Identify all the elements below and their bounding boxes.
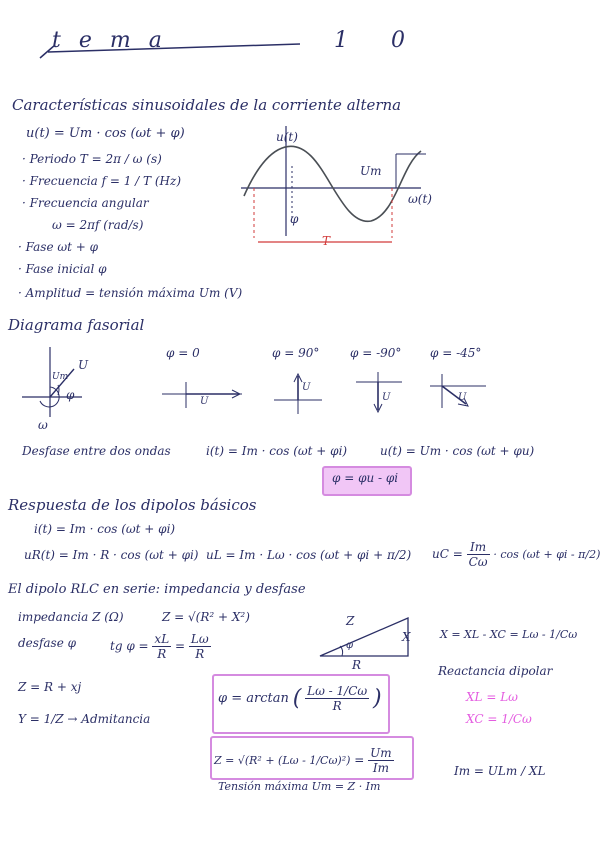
sine-graph (236, 126, 436, 256)
uc-prefix: uC = (432, 547, 463, 561)
case-label-1: φ = 90° (272, 346, 320, 360)
section-heading-rlc: El dipolo RLC en serie: impedancia y desfase (8, 582, 306, 597)
dipolo-i-equation: i(t) = Im · cos (ωt + φi) (34, 522, 176, 536)
phi-equation: φ = φu - φi (332, 471, 399, 485)
item-frecuencia: · Frecuencia f = 1 / T (Hz) (22, 174, 181, 188)
section-heading-fasorial: Diagrama fasorial (8, 316, 145, 334)
z-full: Z = √(R² + (Lω - 1/Cω)²) (214, 754, 351, 767)
graph-phase-label: φ (290, 212, 299, 226)
graph-period-label: T (322, 234, 331, 248)
desfase-label: desfase φ (18, 636, 77, 650)
desfase-i-equation: i(t) = Im · cos (ωt + φi) (206, 444, 348, 458)
case-vec-1: U (302, 382, 311, 393)
tg-equation: tg φ = $\frac{xL}{R}$ = $\frac{L\omega}{R}$ (110, 632, 209, 661)
tg-num-2: Lω (190, 632, 209, 646)
phasor-omega-label: ω (38, 418, 48, 432)
dipolo-ur-equation: uR(t) = Im · R · cos (ωt + φi) (24, 548, 199, 562)
triangle-x-label: X (402, 630, 411, 644)
phasor-um-label: Um (52, 372, 69, 382)
xc-equation: XC = 1/Cω (466, 712, 532, 726)
tg-num-1: xL (154, 632, 170, 646)
item-fase-inicial: · Fase inicial φ (18, 262, 107, 276)
case-vec-2: U (382, 392, 391, 403)
item-fase: · Fase ωt + φ (18, 240, 99, 254)
desfase-u-equation: u(t) = Um · cos (ωt + φu) (380, 444, 535, 458)
case-label-3: φ = -45° (430, 346, 482, 360)
admittance: Y = 1/Z → Admitancia (18, 712, 151, 726)
uc-num: Im (467, 540, 490, 555)
tg-frac-1 (152, 632, 171, 661)
triangle-z-label: Z (346, 614, 355, 628)
case-vec-0: U (200, 396, 209, 407)
z-ratio (368, 746, 394, 775)
arctan-frac (305, 684, 369, 713)
arctan-num: Lω - 1/Cω (307, 684, 368, 698)
sinusoid-equation: u(t) = Um · cos (ωt + φ) (26, 126, 185, 141)
desfase-text: Desfase entre dos ondas (22, 444, 171, 458)
case-phasor-1 (272, 370, 332, 420)
z-ratio-den: Im (372, 761, 389, 775)
arctan-den: R (332, 699, 342, 713)
page-number: 1 0 (334, 28, 423, 53)
dipolo-uc-equation (432, 540, 600, 569)
phasor-u-label: U (78, 358, 89, 372)
item-frecuencia-angular: · Frecuencia angular (22, 196, 149, 210)
section-heading-dipolos: Respuesta de los dipolos básicos (8, 496, 257, 514)
triangle-r-label: R (352, 658, 362, 672)
arctan-equation: φ = arctan ( $\frac{L\omega - 1/C\omega}{R}$ ) (218, 684, 382, 713)
triangle-phi-label: φ (346, 640, 354, 651)
tg-den-1: R (157, 647, 167, 661)
tension-maxima: Tensión máxima Um = Z · Im (218, 780, 381, 793)
case-label-0: φ = 0 (166, 346, 200, 360)
xl-equation: XL = Lω (466, 690, 518, 704)
uc-fraction (467, 540, 490, 569)
im-equation: Im = ULm / XL (454, 764, 546, 778)
phasor-phi-label: φ (66, 388, 75, 402)
uc-den: Cω (468, 555, 488, 569)
case-vec-3: U (458, 392, 467, 403)
phasor-main (22, 345, 102, 435)
arctan-prefix: φ = arctan (218, 691, 289, 706)
reactance-equation: X = XL - XC = Lω - 1/Cω (440, 628, 578, 641)
z-magnitude: Z = √(R² + X²) (162, 610, 250, 624)
tg-prefix: tg φ = (110, 639, 149, 653)
z-ratio-num: Um (370, 746, 392, 760)
tg-den-2: R (195, 647, 205, 661)
dipolo-ul-equation: uL = Im · Lω · cos (ωt + φi + π/2) (206, 548, 412, 562)
reactance-label: Reactancia dipolar (438, 664, 553, 678)
tg-frac-2 (189, 632, 211, 661)
page-title: tema (52, 28, 180, 53)
uc-suffix: · cos (ωt + φi - π/2) (493, 548, 601, 561)
z-full-equation: Z = √(R² + (Lω - 1/Cω)²) = $\frac{Um}{Im}$ (214, 746, 392, 775)
impedancia-label: impedancia Z (Ω) (18, 610, 124, 624)
item-omega: ω = 2πf (rad/s) (52, 218, 144, 232)
graph-x-label: ω(t) (408, 192, 432, 206)
graph-amplitude-label: Um (360, 164, 382, 178)
item-periodo: · Periodo T = 2π / ω (s) (22, 152, 162, 166)
section-heading-sinusoidal: Características sinusoidales de la corriente alterna (12, 96, 402, 114)
complex-impedance: Z = R + xj (18, 680, 82, 694)
case-label-2: φ = -90° (350, 346, 402, 360)
item-amplitud: · Amplitud = tensión máxima Um (V) (18, 286, 243, 300)
graph-y-label: u(t) (276, 130, 298, 144)
